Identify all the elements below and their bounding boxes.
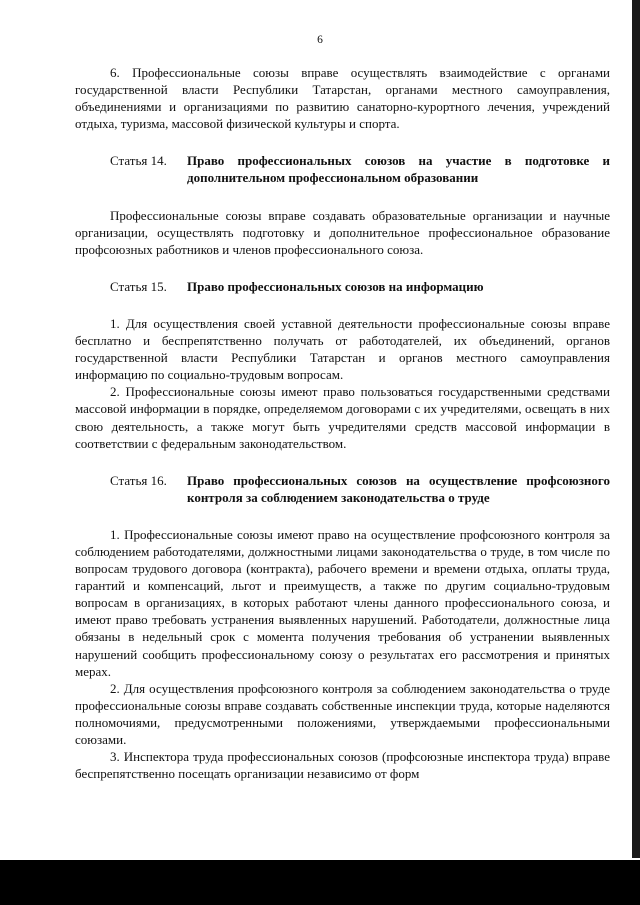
article-16-heading (75, 472, 610, 506)
article-15-heading (75, 278, 610, 295)
article-14-label: Статья 14. (110, 153, 167, 169)
article-15-paragraph-1: 1. Для осуществления своей уставной деятельности профессиональные союзы вправе бесплатно и беспрепятственно получать от работодателей, их объединений, органов государственной власти Республики Татарстан и органов местного самоуправления информацию по социально-трудовым вопросам. (75, 315, 610, 383)
document-body (75, 64, 610, 782)
article-15-paragraph-2: 2. Профессиональные союзы имеют право пользоваться государственными средствами массовой информации в порядке, определяемом договорами с их учредителями, освещать в них свою деятельность, а также могут быть учредителями средств массовой информации в соответствии с федеральным законодательством. (75, 384, 610, 451)
article-14-title: Право профессиональных союзов на участие в подготовке и дополнительном профессиональном образовании (187, 153, 610, 186)
article-15-title: Право профессиональных союзов на информацию (187, 278, 484, 294)
article-16-paragraph-2: 2. Для осуществления профсоюзного контроля за соблюдением законодательства о труде профессиональные союзы вправе создавать собственные инспекции труда, которые наделяются полномочиями, предусмотренными положениями, утверждаемыми профессиональными союзами. (75, 680, 610, 747)
article-16-label: Статья 16. (110, 472, 167, 488)
article-16-paragraph-1: 1. Профессиональные союзы имеют право на осуществление профсоюзного контроля за соблюдением работодателями, должностными лицами законодательства о труде, в том числе по вопросам трудового договора (контракта), рабочего времени и времени отдыха, оплаты труда, гарантий и компенсаций, льгот и преимуществ, а также по другим социально-трудовым вопросам в организациях, в которых работают члены данного профессионального союза, и имеют право требовать устранения выявленных нарушений. Работодатели, должностные лица обязаны в недельный срок с момента получения требования об устранении выявленных нарушений сообщить профессиональному союзу о результатах его рассмотрения и принятых мерах. (75, 526, 610, 679)
article-14-text: Профессиональные союзы вправе создавать образовательные организации и научные организации, осуществлять подготовку и дополнительное профессиональное образование профсоюзных работников и членов профессионального союза. (75, 207, 610, 257)
paragraph-6: 6. Профессиональные союзы вправе осуществлять взаимодействие с органами государственной власти Республики Татарстан, органами местного самоуправления, объединениями и организациями по развитию санаторно-курортного лечения, учреждений отдыха, туризма, массовой физической культуры и спорта. (75, 65, 610, 132)
article-15-label: Статья 15. (110, 278, 167, 294)
page-number: 6 (317, 34, 323, 46)
article-16-paragraph-3: 3. Инспектора труда профессиональных союзов (профсоюзные инспектора труда) вправе беспрепятственно посещать организации независимо от форм (75, 749, 610, 782)
article-14-heading (75, 152, 610, 186)
article-16-title: Право профессиональных союзов на осуществление профсоюзного контроля за соблюдением законодательства о труде (187, 472, 610, 505)
scan-bottom-edge (0, 858, 640, 905)
scan-right-edge (632, 0, 640, 905)
